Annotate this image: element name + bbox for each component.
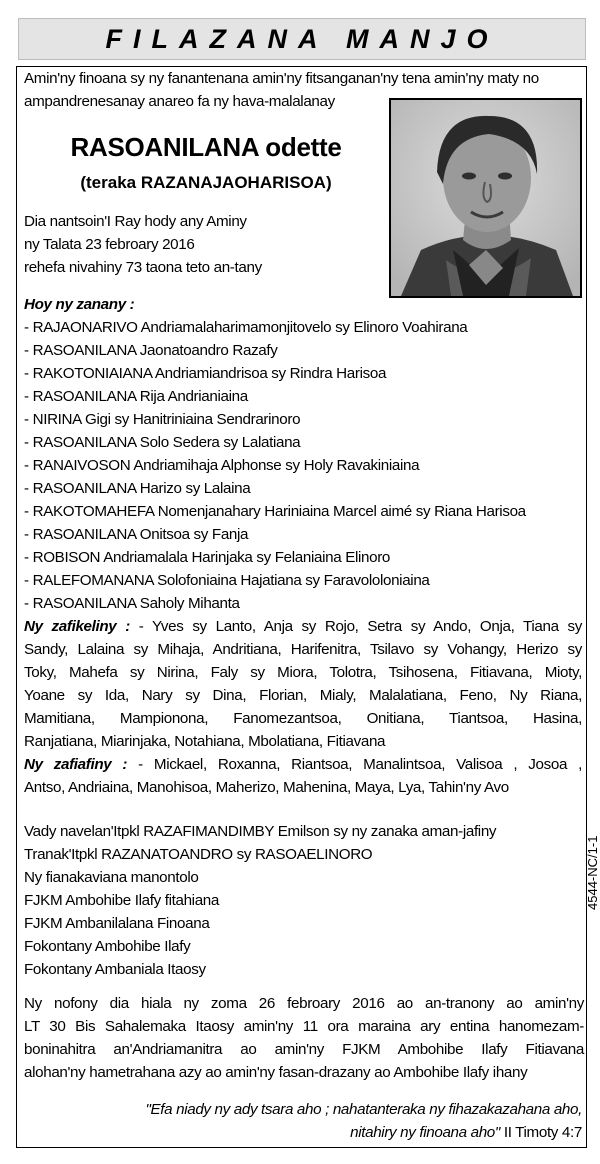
funeral-line: LT 30 Bis Sahalemaka Itaosy amin'ny 11 ora maraina ary entina hanomezam- (24, 1018, 584, 1035)
child-entry: - RASOANILANA Saholy Mihanta (24, 595, 240, 612)
child-entry: - ROBISON Andriamalala Harinjaka sy Felaniaina Elinoro (24, 549, 391, 566)
relatives-line: Ny fianakaviana manontolo (24, 869, 199, 886)
grandchildren-names: - Yves sy Lanto, Anja sy Rojo, Setra sy Ando, Onja, Tiana sy (138, 618, 582, 635)
grandchildren-line: Mamitiana, Mampionona, Fanomezantsoa, Onitiana, Tiantsoa, Hasina, (24, 710, 582, 727)
deceased-name: RASOANILANA odette (70, 132, 342, 162)
funeral-lines (24, 992, 584, 1061)
reference-code: 4544-NC/1-1 (585, 835, 600, 910)
grandchildren-line: Yoane sy Ida, Nary sy Dina, Florian, Mialy, Malalatiana, Feno, Ny Riana, (24, 687, 582, 704)
quote-line: "Efa niady ny ady tsara aho ; nahatanteraka ny fihazakazahana aho, (145, 1101, 582, 1118)
child-entry: - RALEFOMANANA Solofoniaina Hajatiana sy Faravololoniaina (24, 572, 430, 589)
child-entry: - RANAIVOSON Andriamihaja Alphonse sy Holy Ravakiniaina (24, 457, 420, 474)
grandchildren-last-line: Ranjatiana, Miarinjaka, Notahiana, Mbolatiana, Fitiavana (24, 733, 386, 750)
child-entry: - RASOANILANA Onitsoa sy Fanja (24, 526, 249, 543)
grandchildren-lines (24, 638, 582, 730)
child-entry: - RASOANILANA Harizo sy Lalaina (24, 480, 251, 497)
great-grandchildren-last-line: Antso, Andriaina, Manohisoa, Maherizo, Mahenina, Maya, Lya, Tahin'ny Avo (24, 779, 509, 796)
grandchildren-line: Toky, Mahefa sy Nirina, Faly sy Miora, Tolotra, Tsihosena, Fitiavana, Mioty, (24, 664, 582, 681)
quote-line-2 (30, 1121, 582, 1144)
relatives-line: Fokontany Ambohibe Ilafy (24, 938, 191, 955)
funeral-last-line: alohan'ny hametrahana azy ao amin'ny fasan-drazany ao Ambohibe Ilafy ihany (24, 1064, 528, 1081)
grandchildren-line: Sandy, Lalaina sy Mihaja, Andritiana, Harifenitra, Tsilavo sy Vohangy, Herizo sy (24, 641, 582, 658)
grandchildren-label: Ny zafikeliny : (24, 618, 130, 635)
funeral-line: Ny nofony dia hiala ny zoma 26 febroary 2016 ao an-tranony ao amin'ny (24, 995, 584, 1012)
relatives-line: Vady navelan'Itpkl RAZAFIMANDIMBY Emilson sy ny zanaka aman-jafiny (24, 823, 497, 840)
death-age: rehefa nivahiny 73 taona teto an-tany (24, 259, 262, 276)
bible-quote (30, 1098, 582, 1144)
intro-line: Amin'ny finoana sy ny fanantenana amin'ny fitsanganan'ny tena amin'ny maty no (24, 70, 539, 87)
relatives-line: Fokontany Ambaniala Itaosy (24, 961, 206, 978)
funeral-details (24, 992, 584, 1084)
portrait-image (391, 100, 580, 296)
relatives-line: Tranak'Itpkl RAZANATOANDRO sy RASOAELINORO (24, 846, 373, 863)
relatives-section (24, 820, 544, 981)
child-entry: - RASOANILANA Jaonatoandro Razafy (24, 342, 278, 359)
relatives-line: FJKM Ambanilalana Finoana (24, 915, 210, 932)
funeral-line: boninahitra an'Andriamanitra ao amin'ny FJKM Ambohibe Ilafy Fitiavana (24, 1041, 584, 1058)
header-banner (18, 18, 586, 60)
intro-line: ampandrenesanay anareo fa ny hava-malalanay (24, 93, 335, 110)
great-grandchildren-names: - Mickael, Roxanna, Riantsoa, Manalintsoa, Valisoa , Josoa , (138, 756, 582, 773)
child-entry: - RASOANILANA Rija Andrianiaina (24, 388, 248, 405)
child-entry: - NIRINA Gigi sy Hanitriniaina Sendrarinoro (24, 411, 301, 428)
death-date: ny Talata 23 febroary 2016 (24, 236, 195, 253)
deceased-maiden-name: (teraka RAZANAJAOHARISOA) (80, 173, 332, 192)
relatives-line: FJKM Ambohibe Ilafy fitahiana (24, 892, 219, 909)
header-title: FILAZANA MANJO (105, 23, 499, 54)
quote-citation: II Timoty 4:7 (499, 1124, 582, 1141)
great-grandchildren-label: Ny zafiafiny : (24, 756, 128, 773)
grandchildren-first-line (24, 615, 582, 638)
death-line: Dia nantsoin'I Ray hody any Aminy (24, 213, 247, 230)
portrait-photo (389, 98, 582, 298)
child-entry: - RASOANILANA Solo Sedera sy Lalatiana (24, 434, 301, 451)
children-label: Hoy ny zanany : (24, 296, 135, 313)
children-list (24, 316, 582, 615)
family-section (24, 293, 582, 799)
child-entry: - RAKOTOMAHEFA Nomenjanahary Hariniaina Marcel aimé sy Riana Harisoa (24, 503, 526, 520)
great-grandchildren-first-line (24, 753, 582, 776)
child-entry: - RAJAONARIVO Andriamalaharimamonjitovelo sy Elinoro Voahirana (24, 319, 468, 336)
death-announcement (24, 210, 384, 279)
quote-text: nitahiry ny finoana aho" (350, 1124, 500, 1141)
child-entry: - RAKOTONIAIANA Andriamiandrisoa sy Rindra Harisoa (24, 365, 387, 382)
